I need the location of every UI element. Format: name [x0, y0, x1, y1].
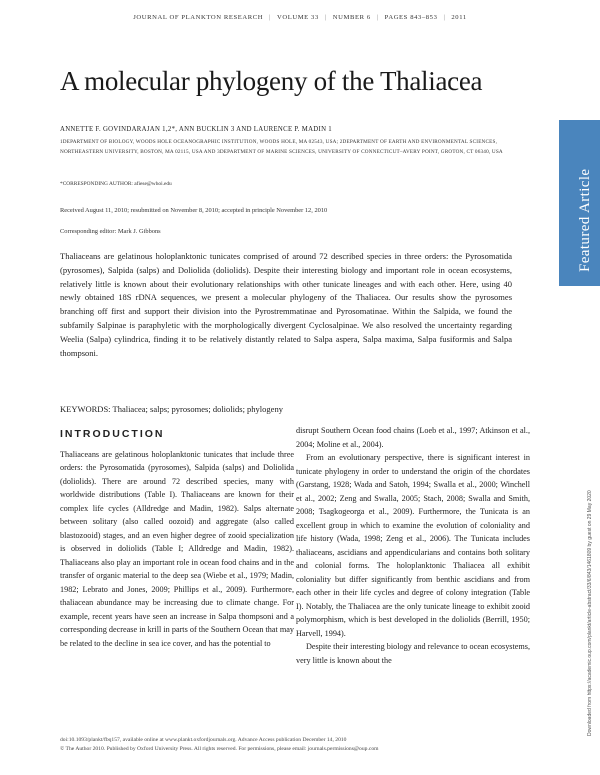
- affiliations: 1DEPARTMENT OF BIOLOGY, WOODS HOLE OCEANOGRAPHIC INSTITUTION, WOODS HOLE, MA 02543, USA; 2DEPARTMENT OF EARTH AND ENVIRONMENTAL SCIENCES, NORTHEASTERN UNIVERSITY, BOSTON, MA 02115, USA AND 3DEPARTMENT OF MARINE SCIENCES, UNIVERSITY OF CONNECTICUT–AVERY POINT, GROTON, CT 06340, USA: [60, 139, 503, 155]
- right-column: [296, 424, 530, 667]
- paragraph: From an evolutionary perspective, there is significant interest in tunicate phylogeny in order to understand the origin of the chordates (Garstang, 1928; Wada and Satoh, 1994; Swalla et al., 2000; Winchell et al., 2002; Zeng and Swalla, 2005; Stach, 2008; Swalla and Smith, 2008; Tsagkogeorga et al., 2009). Furthermore, the Tunicata is an excellent group in which to examine the evolution of coloniality and life history (Wada, 1998; Zeng et al., 2006). The Tunicata includes thaliaceans, ascidians and appendicularians and contains both solitary and colonial forms. The holoplanktonic Thaliacea all exhibit coloniality but differ significantly from benthic ascidians and from each other in their life cycles and degree of colony integration (Table I). Notably, the Thaliacea are the only tunicate lineage to exhibit zooid polymorphism, which is best developed in the doliolids (Berrill, 1950; Harvell, 1994).: [296, 453, 530, 638]
- corresponding-editor: Corresponding editor: Mark J. Gibbons: [60, 228, 161, 235]
- article-title: A molecular phylogeny of the Thaliacea: [60, 66, 483, 96]
- intro-paragraph: Thaliaceans are gelatinous holoplanktonic tunicates that include three orders: the Pyrosomatida (pyrosomes), Salpida (salps) and Doliolida (doliolids). There are around 72 described species, many with worldwide distributions (Table I). Thaliaceans are known for their complex life cycles (Alldredge and Madin, 1982). Salps alternate between solitary (also called oozoid) and aggregate (also called blastozooid) stages, and an even higher degree of zooid specialization is observed in doliolids (Table I; Alldredge and Madin, 1982). Thaliaceans also play an important role in ocean food chains and in the transfer of organic material to the deep sea (Wiebe et al., 1979; Madin, 1982; Lebrato and Jones, 2009; Phillips et al., 2009). Furthermore, thaliacean abundance may be increasing due to climate change. For example, recent years have seen an increase in Salpa thompsoni and a corresponding decrease in krill in parts of the Southern Ocean that may be related to the decline in sea ice cover, and has the potential to: [60, 449, 294, 648]
- introduction-heading: INTRODUCTION: [60, 428, 165, 440]
- received-dates: Received August 11, 2010; resubmitted on November 8, 2010; accepted in principle November 12, 2010: [60, 207, 328, 214]
- left-column: [60, 424, 294, 650]
- author-list: ANNETTE F. GOVINDARAJAN 1,2*, ANN BUCKLIN 3 AND LAURENCE P. MADIN 1: [60, 126, 332, 133]
- page-footer: [60, 736, 530, 754]
- running-header: JOURNAL OF PLANKTON RESEARCH | VOLUME 33 | NUMBER 6 | PAGES 843–853 | 2011: [133, 14, 467, 21]
- copyright-line: © The Author 2010. Published by Oxford University Press. All rights reserved. For permissions, please email: journals.permissions@oup.com: [60, 746, 379, 752]
- keywords: KEYWORDS: Thaliacea; salps; pyrosomes; doliolids; phylogeny: [60, 404, 283, 414]
- corresponding-author: *CORRESPONDING AUTHOR: afiese@whoi.edu: [60, 181, 172, 187]
- download-watermark: Downloaded from https://academic.oup.com/plankt/article-abstract/33/6/843/1461809 by guest on 29 May 2020: [587, 490, 593, 736]
- page-range: PAGES 843–853: [384, 14, 438, 21]
- year: 2011: [451, 14, 467, 21]
- issue-number: NUMBER 6: [332, 14, 371, 21]
- paragraph: Despite their interesting biology and relevance to ocean ecosystems, very little is known about the: [296, 642, 530, 665]
- doi-line: doi:10.1093/plankt/fbq157, available online at www.plankt.oxfordjournals.org. Advance Access publication December 14, 2010: [60, 737, 347, 743]
- abstract: Thaliaceans are gelatinous holoplanktonic tunicates comprised of around 72 described species in three orders: the Pyrosomatida (pyrosomes), Salpida (salps) and Doliolida (doliolids). Despite their interesting biology and important role in ocean ecosystems, relatively little is known about their evolutionary relationships with other tunicate lineages and with each other. Here, using 40 newly obtained 18S rDNA sequences, we present a molecular phylogeny of the Thaliacea. Our results show the pyrosomes branching off first and support their division into the Pyrostremmatinae and Pyrosomatinae. Within the Salpida, we found the subfamily Salpinae is paraphyletic with the morphologically divergent Cyclosalpinae. We also resolved the uncertainty regarding Weelia (Salpa) cylindrica, finding it to be relatively distantly related to Salpa aspera, Salpa maxima, Salpa fusiformis and Salpa thompsoni.: [60, 251, 512, 358]
- journal-name: JOURNAL OF PLANKTON RESEARCH: [133, 14, 264, 21]
- paragraph: disrupt Southern Ocean food chains (Loeb et al., 1997; Atkinson et al., 2004; Moline et al., 2004).: [296, 426, 530, 449]
- featured-article-label: Featured Article: [577, 168, 593, 272]
- volume: VOLUME 33: [277, 14, 319, 21]
